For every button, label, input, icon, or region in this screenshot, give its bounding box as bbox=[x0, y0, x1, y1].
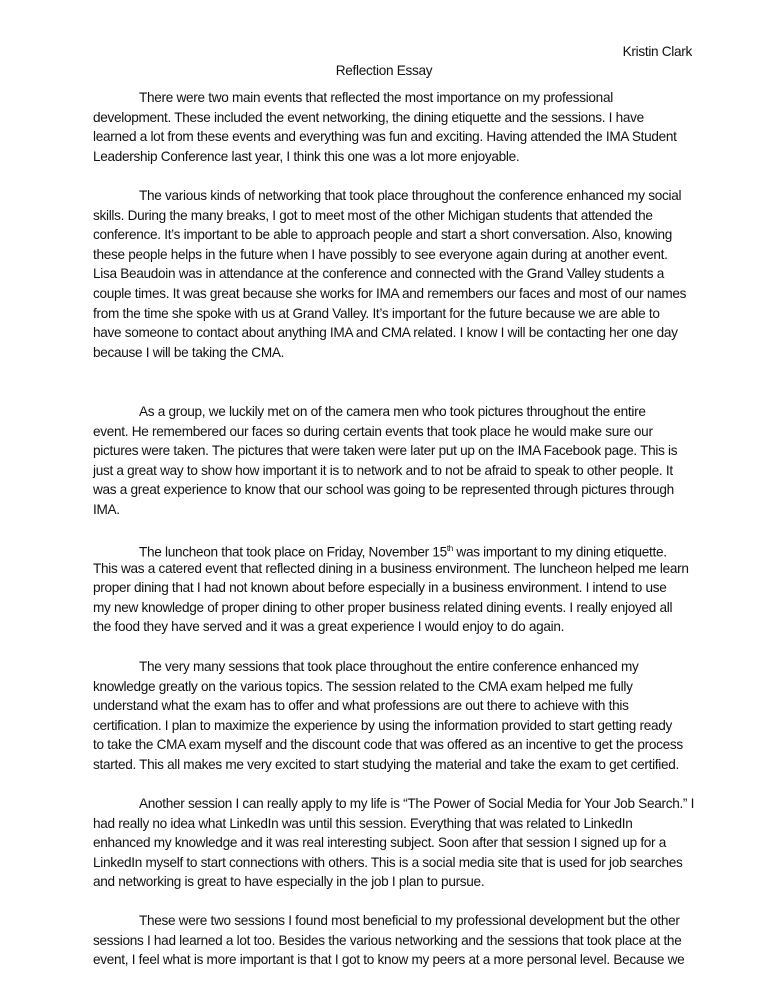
paragraph-line: started. This all makes me very excited to start studying the material and take the exam to get certified. bbox=[93, 757, 679, 772]
paragraph-line: proper dining that I had not known about before especially in a business environment. I intend to use bbox=[93, 580, 667, 596]
paragraph-line: certification. I plan to maximize the experience by using the information provided to start getting ready bbox=[93, 717, 673, 733]
line-text: The luncheon that took place on Friday, November 15 bbox=[139, 544, 447, 560]
paragraph-line: was a great experience to know that our school was going to be represented through pictures through bbox=[93, 482, 674, 498]
paragraph-line: and networking is great to have especially in the job I plan to pursue. bbox=[93, 874, 485, 890]
paragraph-line: LinkedIn myself to start connections with others. This is a social media site that is used for job searches bbox=[93, 854, 683, 870]
paragraph-line: This was a catered event that reflected dining in a business environment. The luncheon helped me learn bbox=[93, 560, 689, 576]
paragraph-line: to take the CMA exam myself and the discount code that was offered as an incentive to get the process bbox=[93, 737, 683, 753]
paragraph-line: The various kinds of networking that took place throughout the conference enhanced my social bbox=[139, 188, 682, 203]
paragraph-line: skills. During the many breaks, I got to meet most of the other Michigan students that attended the bbox=[93, 207, 653, 223]
paragraph-line: As a group, we luckily met on of the camera men who took pictures throughout the entire bbox=[139, 404, 646, 419]
paragraph-line: because I will be taking the CMA. bbox=[93, 344, 285, 360]
author-name: Kristin Clark bbox=[622, 44, 692, 59]
paragraph-line: pictures were taken. The pictures that were taken were later put up on the IMA Facebook page. This is bbox=[93, 443, 678, 459]
paragraph-line: Another session I can really apply to my life is “The Power of Social Media for Your Job Search.” I bbox=[139, 796, 695, 811]
line-text: was important to my dining etiquette. bbox=[452, 544, 667, 560]
paragraph-line: my new knowledge of proper dining to other proper business related dining events. I really enjoyed all bbox=[93, 599, 673, 615]
paragraph-line: event, I feel what is more important is that I got to know my peers at a more personal level. Because we bbox=[93, 952, 685, 968]
paragraph-line bbox=[139, 541, 667, 561]
paragraph-line: development. These included the event networking, the dining etiquette and the sessions. I have bbox=[93, 109, 644, 125]
paragraph-line: There were two main events that reflected the most importance on my professional bbox=[139, 90, 613, 105]
paragraph-line: couple times. It was great because she works for IMA and remembers our faces and most of our names bbox=[93, 286, 687, 301]
paragraph-line: enhanced my knowledge and it was real interesting subject. Soon after that session I signed up for a bbox=[93, 835, 667, 851]
paragraph-line: These were two sessions I found most beneficial to my professional development but the other bbox=[139, 913, 680, 928]
paragraph-line: have someone to contact about anything IMA and CMA related. I know I will be contacting her one day bbox=[93, 325, 678, 341]
line-text: th bbox=[446, 544, 453, 553]
paragraph-line: the food they have served and it was a great experience I would enjoy to do again. bbox=[93, 619, 565, 635]
paragraph-line: conference. It’s important to be able to approach people and start a short conversation. Also, knowing bbox=[93, 227, 672, 243]
essay-title: Reflection Essay bbox=[335, 63, 433, 78]
paragraph-line: IMA. bbox=[93, 502, 120, 517]
paragraph-line: knowledge greatly on the various topics. The session related to the CMA exam helped me fully bbox=[93, 678, 633, 694]
paragraph-line: Lisa Beaudoin was in attendance at the conference and connected with the Grand Valley students a bbox=[93, 266, 664, 282]
paragraph-line: The very many sessions that took place throughout the entire conference enhanced my bbox=[139, 659, 639, 674]
paragraph-line: these people helps in the future when I have possibly to see everyone again during at another event. bbox=[93, 246, 668, 262]
paragraph-line: learned a lot from these events and everything was fun and exciting. Having attended the IMA Student bbox=[93, 129, 677, 145]
paragraph-line: understand what the exam has to offer and what professions are out there to achieve with this bbox=[93, 698, 629, 714]
paragraph-line: Leadership Conference last year, I think this one was a lot more enjoyable. bbox=[93, 148, 520, 164]
paragraph-line: just a great way to show how important it is to network and to not be afraid to speak to other people. It bbox=[93, 462, 673, 478]
paragraph-line: event. He remembered our faces so during certain events that took place he would make sure our bbox=[93, 423, 653, 439]
paragraph-line: from the time she spoke with us at Grand Valley. It’s important for the future because we are able to bbox=[93, 305, 660, 321]
paragraph-line: sessions I had learned a lot too. Besides the various networking and the sessions that took place at the bbox=[93, 932, 682, 948]
paragraph-line: had really no idea what LinkedIn was until this session. Everything that was related to LinkedIn bbox=[93, 815, 633, 831]
